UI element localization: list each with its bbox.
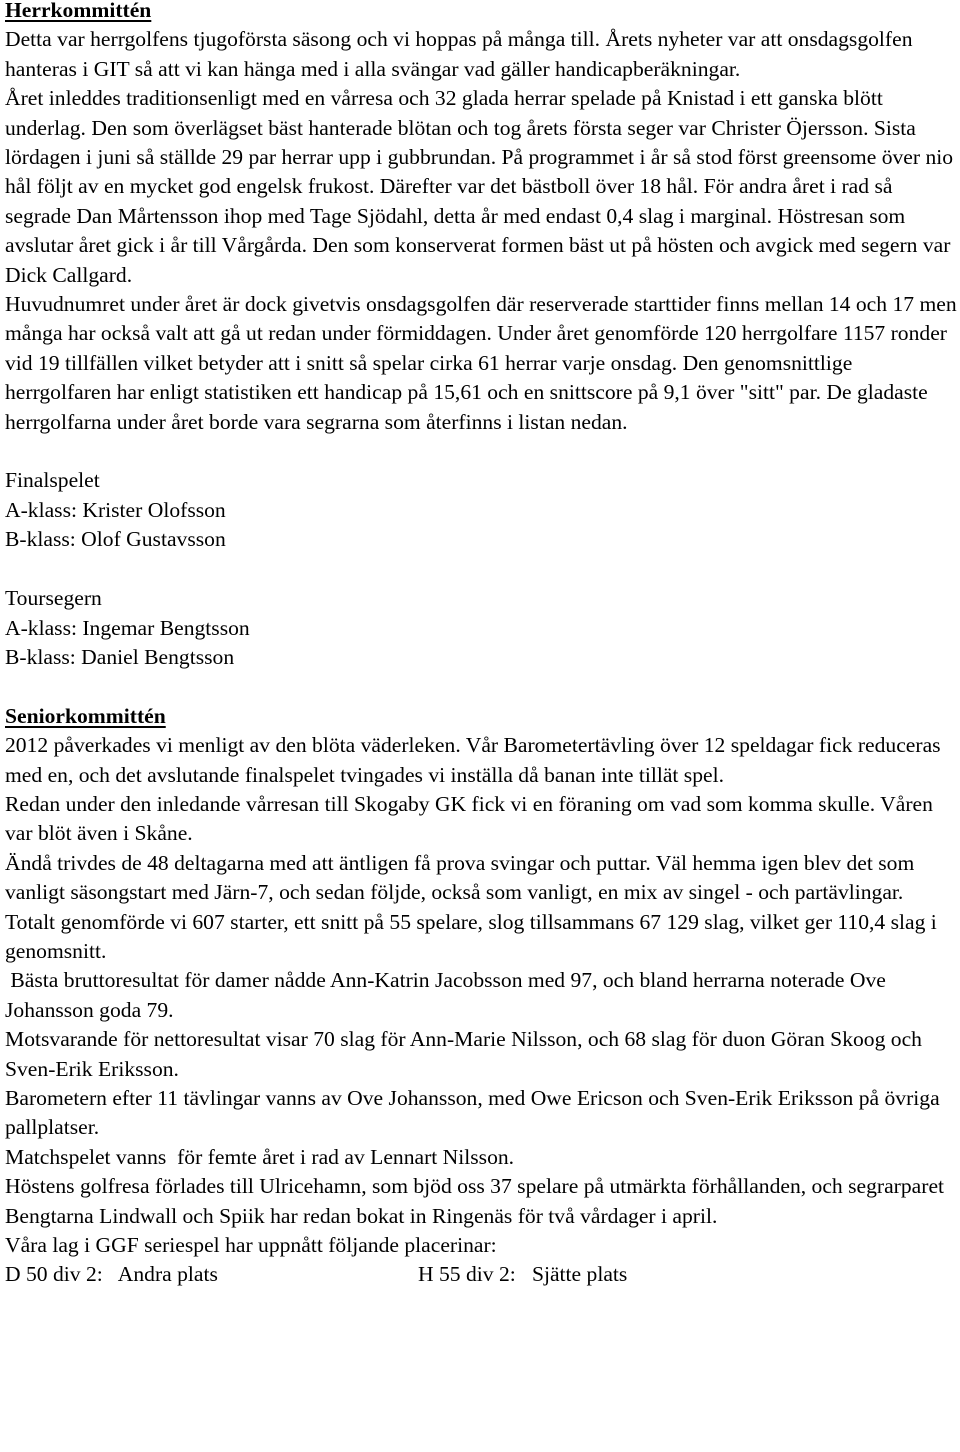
spacer <box>5 672 957 701</box>
serie-results-row <box>5 1260 957 1289</box>
seniorkommitten-heading: Seniorkommittén <box>5 703 166 728</box>
finalspelet-section <box>5 466 957 554</box>
senior-paragraph: Redan under den inledande vårresan till Skogaby GK fick vi en föraning om vad som komma skulle. Våren var blöt även i Skåne. <box>5 791 933 846</box>
toursegern-section <box>5 584 957 672</box>
finalspelet-b-klass: B-klass: Olof Gustavsson <box>5 527 226 552</box>
toursegern-a-klass: A-klass: Ingemar Bengtsson <box>5 615 250 640</box>
senior-paragraph: Ändå trivdes de 48 deltagarna med att äntligen få prova svingar och puttar. Väl hemma igen blev det som vanligt säsongstart med Järn-7, och sedan följde, också som vanligt, en mix av singel - och partävlingar. <box>5 850 915 905</box>
finalspelet-title: Finalspelet <box>5 468 100 493</box>
senior-paragraph: 2012 påverkades vi menligt av den blöta väderleken. Vår Barometertävling över 12 speldagar fick reduceras med en, och det avslutande finalspelet tvingades vi inställa då banan inte tillät spel. <box>5 733 941 787</box>
senior-paragraph: Våra lag i GGF seriespel har uppnått följande placerinar: <box>5 1233 497 1258</box>
spacer <box>5 555 957 584</box>
result-h55: H 55 div 2: Sjätte plats <box>418 1262 628 1287</box>
finalspelet-a-klass: A-klass: Krister Olofsson <box>5 497 226 522</box>
senior-paragraph: Höstens golfresa förlades till Ulricehamn, som bjöd oss 37 spelare på utmärkta förhållanden, och segrarparet Bengtarna Lindwall och Spiik har redan bokat in Ringenäs för två vårdager i april. <box>5 1174 945 1228</box>
document-page <box>5 0 957 1290</box>
toursegern-title: Toursegern <box>5 586 102 611</box>
senior-paragraph: Totalt genomförde vi 607 starter, ett snitt på 55 spelare, slog tillsammans 67 129 slag, vilket ger 110,4 slag i genomsnitt. <box>5 909 937 963</box>
herr-paragraph-season: Året inleddes traditionsenligt med en vårresa och 32 glada herrar spelade på Knistad i ett ganska blött underlag. Den som överlägset bäst hanterade blötan och tog årets första seger var Christer Öjersson. Sista lördagen i juni så ställde 29 par herrar upp i gubbrundan. På programmet i år så stod först greensome över nio hål följt av en mycket god engelsk frukost. Därefter var det bästboll över 18 hål. För andra året i rad så segrade Dan Mårtensson ihop med Tage Sjödahl, detta år med endast 0,4 slag i marginal. Höstresan som avslutar året gick i år till Vårgårda. Den som konserverat formen bäst ut på hösten och avgick med segern var Dick Callgard. <box>5 86 954 287</box>
herr-paragraph-intro: Detta var herrgolfens tjugoförsta säsong och vi hoppas på många till. Årets nyheter var att onsdagsgolfen hanteras i GIT så att vi kan hänga med i alla svängar vad gäller handicapberäkningar. <box>5 27 913 81</box>
senior-paragraph: Barometern efter 11 tävlingar vanns av Ove Johansson, med Owe Ericson och Sven-Erik Eriksson på övriga pallplatser. <box>5 1085 940 1140</box>
senior-paragraph: Bästa bruttoresultat för damer nådde Ann-Katrin Jacobsson med 97, och bland herrarna noterade Ove Johansson goda 79. <box>5 968 892 1022</box>
spacer <box>5 437 957 466</box>
herrkommitten-heading: Herrkommittén <box>5 0 152 22</box>
senior-paragraph: Matchspelet vanns för femte året i rad av Lennart Nilsson. <box>5 1144 515 1169</box>
toursegern-b-klass: B-klass: Daniel Bengtsson <box>5 644 235 669</box>
herr-paragraph-onsdagsgolf: Huvudnumret under året är dock givetvis onsdagsgolfen där reserverade starttider finns mellan 14 och 17 men många har också valt att gå ut redan under förmiddagen. Under året genomförde 120 herrgolfare 1157 ronder vid 19 tillfällen vilket betyder att i snitt så spelar cirka 61 herrar varje onsdag. Den genomsnittlige herrgolfaren har enligt statistiken ett handicap på 15,61 och en snittscore på 9,1 över "sitt" par. De gladaste herrgolfarna under året borde vara segrarna som återfinns i listan nedan. <box>5 292 957 434</box>
senior-paragraph: Motsvarande för nettoresultat visar 70 slag för Ann-Marie Nilsson, och 68 slag för duon Göran Skoog och Sven-Erik Eriksson. <box>5 1027 922 1081</box>
result-d50: D 50 div 2: Andra plats <box>5 1262 218 1287</box>
